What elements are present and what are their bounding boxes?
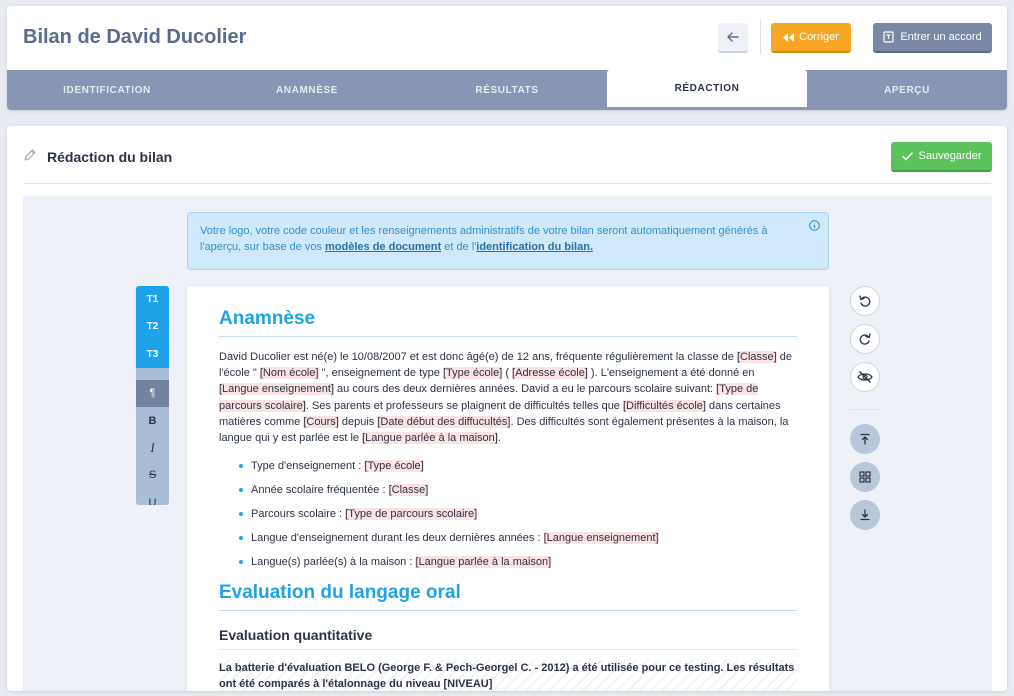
paragraph-button[interactable]: ¶ xyxy=(136,380,169,407)
text: ( xyxy=(502,367,513,380)
document-templates-link[interactable]: modèles de document xyxy=(325,241,442,253)
strikethrough-button[interactable]: S xyxy=(148,469,157,482)
tab-resultats[interactable]: RÉSULTATS xyxy=(475,84,539,96)
grid-icon xyxy=(859,471,871,483)
redo-icon xyxy=(858,332,872,346)
enter-agreement-button[interactable] xyxy=(873,23,992,53)
info-banner xyxy=(187,212,829,270)
list-item-label: Langue(s) parlée(s) à la maison : xyxy=(251,556,416,569)
heading-3-button[interactable]: T3 xyxy=(136,341,169,368)
back-button[interactable] xyxy=(718,23,748,53)
enter-agreement-label: Entrer un accord xyxy=(900,31,982,43)
header-divider xyxy=(760,20,761,54)
text: au cours des deux dernières années. David a eu le parcours scolaire suivant: xyxy=(333,383,717,396)
section-title: Rédaction du bilan xyxy=(47,149,173,165)
list-item xyxy=(241,526,797,550)
text: . Des difficultés sont également présentes à la maison, la langue qui y est parlée est le xyxy=(219,415,789,445)
redo-button[interactable] xyxy=(850,324,880,354)
list-item-label: Langue d'enseignement durant les deux dernières années : xyxy=(251,532,544,545)
section-header xyxy=(23,126,991,184)
info-icon xyxy=(809,220,820,231)
arrow-to-top-icon xyxy=(859,433,871,445)
editor-area xyxy=(23,196,992,691)
heading-evaluation-langage-oral: Evaluation du langage oral xyxy=(219,582,797,611)
underline-button[interactable]: U xyxy=(148,496,157,505)
format-toolbar xyxy=(136,286,169,505)
check-icon xyxy=(902,152,913,161)
document-editor[interactable] xyxy=(187,286,829,691)
list-item xyxy=(241,454,797,478)
text: de l'école " xyxy=(219,351,792,380)
text: depuis xyxy=(338,415,378,428)
tools-divider xyxy=(850,409,880,410)
list-item-label: Type d'enseignement : xyxy=(251,460,365,473)
subheading-evaluation-quantitative: Evaluation quantitative xyxy=(219,627,797,650)
placeholder-type-ecole: [Type école] xyxy=(442,367,503,380)
text: . xyxy=(497,432,501,445)
placeholder-classe: [Classe] xyxy=(388,484,429,497)
arrow-to-bottom-icon xyxy=(859,509,871,521)
tab-redaction[interactable]: RÉDACTION xyxy=(607,70,807,107)
tab-anamnese[interactable]: ANAMNÈSE xyxy=(275,84,339,96)
report-identification-link[interactable]: identification du bilan. xyxy=(476,241,594,253)
bullet-list xyxy=(219,454,797,574)
text: . Ses parents et professeurs se plaignent de difficultés telles que xyxy=(305,399,623,412)
text: David Ducolier est né(e) le 10/08/2007 et est donc âgé(e) de 12 ans, fréquente régulièrement la classe de xyxy=(219,351,737,363)
corriger-label: Corriger xyxy=(799,31,839,43)
rewind-icon xyxy=(783,33,794,42)
text: ", enseignement de type xyxy=(318,367,443,380)
document-icon xyxy=(883,31,894,43)
text: ). L'enseignement a été donné en xyxy=(587,367,755,380)
placeholder-langue-maison: [Langue parlée à la maison] xyxy=(415,556,552,569)
list-item-label: Parcours scolaire : xyxy=(251,508,346,521)
save-button[interactable] xyxy=(891,142,992,172)
scroll-top-button[interactable] xyxy=(850,424,880,454)
save-label: Sauvegarder xyxy=(918,150,982,162)
placeholder-langue-enseignement: [Langue enseignement] xyxy=(219,383,334,396)
heading-2-button[interactable]: T2 xyxy=(136,313,169,340)
header-card xyxy=(7,6,1007,110)
tab-identification[interactable]: IDENTIFICATION xyxy=(63,84,151,96)
placeholder-cours: [Cours] xyxy=(303,415,339,428)
info-text-1: Votre logo, votre code couleur et les renseignements administratifs de votre bilan seront automatiquement générés à l'aperçu, sur base de vos xyxy=(200,225,768,253)
undo-button[interactable] xyxy=(850,286,880,316)
redaction-card xyxy=(7,126,1007,691)
corriger-button[interactable] xyxy=(771,23,851,53)
bold-button[interactable]: B xyxy=(148,414,157,427)
tab-apercu[interactable]: APERÇU xyxy=(884,84,930,96)
heading-anamnese: Anamnèse xyxy=(219,286,797,337)
anamnese-paragraph xyxy=(219,349,797,446)
placeholder-adresse-ecole: [Adresse école] xyxy=(512,367,588,380)
info-text-2: et de l' xyxy=(441,241,477,253)
placeholder-difficultes-ecole: [Difficultés école] xyxy=(622,399,706,412)
placeholder-date-debut: [Date début des diffucultés] xyxy=(377,415,511,428)
grid-view-button[interactable] xyxy=(850,462,880,492)
text: dans certaines matières comme xyxy=(219,399,781,428)
list-item xyxy=(241,550,797,574)
placeholder-langue-maison: [Langue parlée à la maison] xyxy=(362,432,498,445)
placeholder-parcours-scolaire: [Type de parcours scolaire] xyxy=(345,508,478,521)
pencil-icon xyxy=(23,148,37,162)
list-item-label: Année scolaire fréquentée : xyxy=(251,484,389,497)
list-item xyxy=(241,478,797,502)
eye-off-icon xyxy=(857,370,873,384)
undo-icon xyxy=(858,294,872,308)
placeholder-type-ecole: [Type école] xyxy=(364,460,424,473)
placeholder-langue-enseignement: [Langue enseignement] xyxy=(543,532,659,545)
page-title: Bilan de David Ducolier xyxy=(23,26,247,48)
placeholder-parcours-scolaire: [Type de parcours scolaire] xyxy=(219,383,759,412)
scroll-bottom-button[interactable] xyxy=(850,500,880,530)
hide-button[interactable] xyxy=(850,362,880,392)
placeholder-nom-ecole: [Nom école] xyxy=(259,367,319,380)
placeholder-classe: [Classe] xyxy=(736,351,777,363)
arrow-left-icon xyxy=(726,30,740,44)
tab-bar xyxy=(7,70,1007,110)
evaluation-paragraph: La batterie d'évaluation BELO (George F. & Pech-Georgel C. - 2012) a été utilisée pour ce testing. Les résultats ont été comparés à l'étalonnage du niveau [NIVEAU] xyxy=(219,660,797,691)
heading-1-button[interactable]: T1 xyxy=(136,286,169,313)
list-item xyxy=(241,502,797,526)
italic-button[interactable]: I xyxy=(150,440,155,456)
